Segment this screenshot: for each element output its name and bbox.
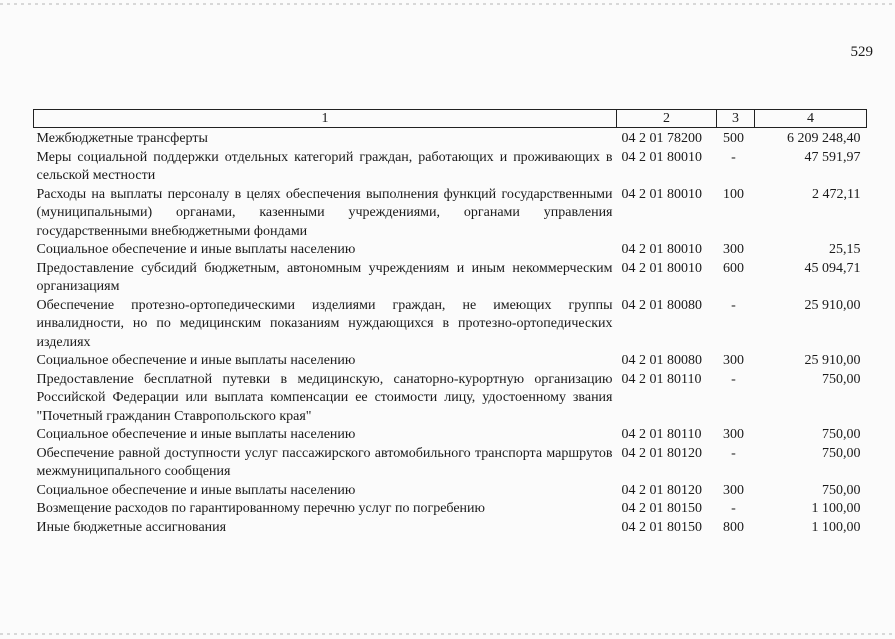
row-code: 04 2 01 80010 <box>621 260 702 276</box>
row-name: Меры социальной поддержки отдельных категорий граждан, работающих и проживающих в сельской местности <box>36 149 613 183</box>
table-body <box>34 128 867 538</box>
column-header-code: 2 <box>617 110 717 128</box>
row-type: - <box>731 445 736 461</box>
column-header-type: 3 <box>717 110 755 128</box>
table-row <box>34 186 867 242</box>
row-amount: 750,00 <box>822 482 861 498</box>
table-header-row <box>34 110 867 128</box>
row-name: Расходы на выплаты персоналу в целях обеспечения выполнения функций государственными (муниципальными) органами, казенными учреждениями, органами управления государственными внебюджетными фондами <box>36 186 613 239</box>
table-row <box>34 128 867 149</box>
row-code: 04 2 01 80010 <box>621 186 702 202</box>
row-name: Предоставление субсидий бюджетным, автономным учреждениям и иным некоммерческим организациям <box>36 260 613 294</box>
table-row <box>34 149 867 186</box>
row-amount: 1 100,00 <box>811 519 861 535</box>
row-name: Социальное обеспечение и иные выплаты населению <box>36 242 356 257</box>
row-amount: 47 591,97 <box>804 149 861 165</box>
table-row <box>34 482 867 501</box>
row-type: - <box>731 371 736 387</box>
row-code: 04 2 01 80120 <box>621 482 702 498</box>
row-type: 100 <box>723 186 744 202</box>
row-amount: 25,15 <box>829 242 861 257</box>
table-row <box>34 445 867 482</box>
table-row <box>34 260 867 297</box>
row-name: Иные бюджетные ассигнования <box>36 519 227 535</box>
row-code: 04 2 01 80120 <box>621 445 702 461</box>
row-amount: 1 100,00 <box>811 501 861 516</box>
row-code: 04 2 01 80150 <box>621 501 702 516</box>
table-row <box>34 426 867 445</box>
row-amount: 6 209 248,40 <box>787 131 861 146</box>
row-type: - <box>731 501 736 516</box>
row-code: 04 2 01 80080 <box>621 353 702 368</box>
column-header-name: 1 <box>34 110 617 128</box>
row-name: Межбюджетные трансферты <box>36 131 208 146</box>
table-row <box>34 352 867 371</box>
row-code: 04 2 01 80080 <box>621 297 702 313</box>
row-amount: 750,00 <box>822 445 861 461</box>
row-type: 800 <box>723 519 744 535</box>
scan-top-edge <box>0 3 895 5</box>
row-type: 500 <box>723 131 744 146</box>
table-row <box>34 371 867 427</box>
row-type: 600 <box>723 260 744 276</box>
scan-bottom-edge <box>0 633 895 635</box>
row-type: 300 <box>723 242 744 257</box>
budget-table <box>33 109 867 537</box>
row-code: 04 2 01 78200 <box>621 131 702 146</box>
row-type: - <box>731 297 736 313</box>
row-type: 300 <box>723 353 744 368</box>
row-code: 04 2 01 80150 <box>621 519 702 535</box>
row-code: 04 2 01 80010 <box>621 149 702 165</box>
row-amount: 2 472,11 <box>812 186 861 202</box>
row-code: 04 2 01 80110 <box>621 371 702 387</box>
row-code: 04 2 01 80010 <box>621 242 702 257</box>
row-amount: 45 094,71 <box>804 260 861 276</box>
row-name: Социальное обеспечение и иные выплаты населению <box>36 353 356 368</box>
row-name: Социальное обеспечение и иные выплаты населению <box>36 427 356 442</box>
table-row <box>34 500 867 519</box>
row-amount: 750,00 <box>822 371 861 387</box>
row-amount: 25 910,00 <box>804 297 861 313</box>
table-row <box>34 241 867 260</box>
row-type: - <box>731 149 736 165</box>
column-header-amount: 4 <box>755 110 867 128</box>
row-name: Социальное обеспечение и иные выплаты населению <box>36 482 356 498</box>
row-name: Предоставление бесплатной путевки в медицинскую, санаторно-курортную организацию Российской Федерации или выплата компенсации ее стоимости лицу, удостоенному звания "Почетный гражданин Ставропольского края" <box>36 371 613 424</box>
table-row <box>34 297 867 353</box>
table-row <box>34 519 867 538</box>
row-name: Обеспечение равной доступности услуг пассажирского автомобильного транспорта маршрутов межмуниципального сообщения <box>36 445 613 479</box>
row-type: 300 <box>723 427 744 442</box>
row-name: Возмещение расходов по гарантированному перечню услуг по погребению <box>36 501 485 516</box>
row-type: 300 <box>723 482 744 498</box>
page-number: 529 <box>850 44 873 60</box>
row-name: Обеспечение протезно-ортопедическими изделиями граждан, не имеющих группы инвалидности, но по медицинским показаниям нуждающихся в протезно-ортопедических изделиях <box>36 297 613 350</box>
row-amount: 750,00 <box>822 427 861 442</box>
row-amount: 25 910,00 <box>804 353 861 368</box>
row-code: 04 2 01 80110 <box>621 427 702 442</box>
